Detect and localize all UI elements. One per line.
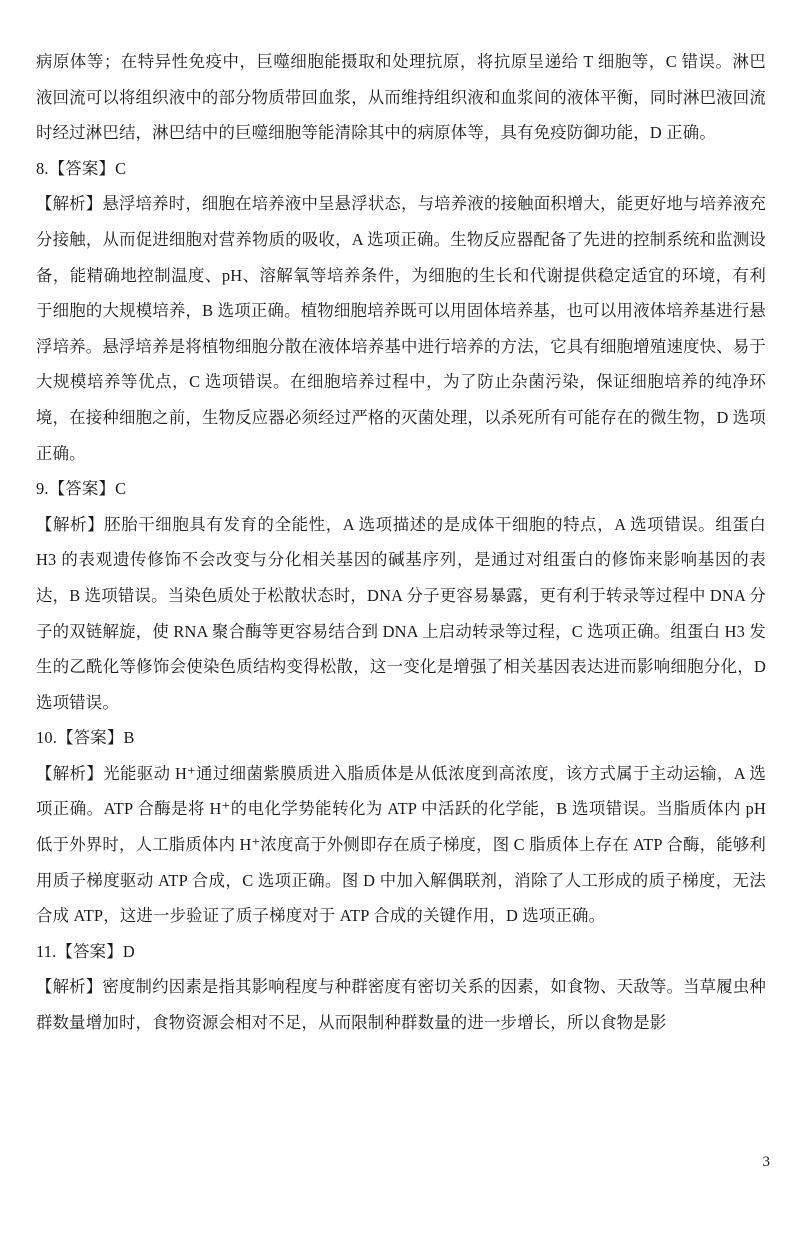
answer-value-9: C: [115, 479, 127, 499]
answer-label-10: 【答案】: [57, 728, 124, 748]
analysis-11: [36, 969, 766, 1040]
question-number-8: 8.: [36, 158, 49, 178]
answer-value-10: B: [123, 728, 135, 748]
question-number-10: 10.: [36, 728, 58, 748]
answer-value-8: C: [115, 158, 127, 178]
answer-line-9: [36, 471, 766, 507]
analysis-text-9: 胚胎干细胞具有发育的全能性，A 选项描述的是成体干细胞的特点，A 选项错误。组蛋白 H3 的表观遗传修饰不会改变与分化相关基因的碱基序列，是通过对组蛋白的修饰来影响基因的表达，B 选项错误。当染色质处于松散状态时，DNA 分子更容易暴露，更有利于转录等过程中 DNA 分子的双链解旋，使 RNA 聚合酶等更容易结合到 DNA 上启动转录等过程，C 选项正确。组蛋白 H3 发生的乙酰化等修饰会使染色质结构变得松散，这一变化是增强了相关基因表达进而影响细胞分化，D 选项错误。: [36, 514, 766, 712]
analysis-label-9: 【解析】: [36, 514, 105, 534]
page-number: 3: [762, 1154, 770, 1170]
analysis-9: [36, 507, 766, 721]
analysis-text-10: 光能驱动 H⁺通过细菌紫膜质进入脂质体是从低浓度到高浓度，该方式属于主动运输，A 选项正确。ATP 合酶是将 H⁺的电化学势能转化为 ATP 中活跃的化学能，B 选项错误。当脂质体内 pH 低于外界时，人工脂质体内 H⁺浓度高于外侧即存在质子梯度，图 C 脂质体上存在 ATP 合酶，能够利用质子梯度驱动 ATP 合成，C 选项正确。图 D 中加入解偶联剂，消除了人工形成的质子梯度，无法合成 ATP，这进一步验证了质子梯度对于 ATP 合成的关键作用，D 选项正确。: [36, 763, 766, 926]
analysis-text-8: 悬浮培养时，细胞在培养液中呈悬浮状态，与培养液的接触面积增大，能更好地与培养液充分接触，从而促进细胞对营养物质的吸收，A 选项正确。生物反应器配备了先进的控制系统和监测设备，能精确地控制温度、pH、溶解氧等培养条件，为细胞的生长和代谢提供稳定适宜的环境，有利于细胞的大规模培养，B 选项正确。植物细胞培养既可以用固体培养基，也可以用液体培养基进行悬浮培养。悬浮培养是将植物细胞分散在液体培养基中进行培养的方法，它具有细胞增殖速度快、易于大规模培养等优点，C 选项错误。在细胞培养过程中，为了防止杂菌污染，保证细胞培养的纯净环境，在接种细胞之前，生物反应器必须经过严格的灭菌处理，以杀死所有可能存在的微生物，D 选项正确。: [36, 194, 766, 463]
analysis-label-11: 【解析】: [36, 977, 103, 997]
analysis-label-8: 【解析】: [36, 194, 103, 214]
analysis-8: [36, 186, 766, 471]
analysis-text-11: 密度制约因素是指其影响程度与种群密度有密切关系的因素，如食物、天敌等。当草履虫种群数量增加时，食物资源会相对不足，从而限制种群数量的进一步增长，所以食物是影: [36, 977, 766, 1033]
question-number-9: 9.: [36, 479, 49, 499]
answer-value-11: D: [122, 941, 135, 961]
answer-line-11: [36, 934, 766, 970]
answer-line-8: [36, 151, 766, 187]
paragraph-continuation: 病原体等；在特异性免疫中，巨噬细胞能摄取和处理抗原，将抗原呈递给 T 细胞等，C 错误。淋巴液回流可以将组织液中的部分物质带回血浆，从而维持组织液和血浆间的液体平衡，同时淋巴液回流时经过淋巴结，淋巴结中的巨噬细胞等能清除其中的病原体等，具有免疫防御功能，D 正确。: [36, 52, 766, 143]
analysis-label-10: 【解析】: [36, 763, 104, 783]
page-content: [36, 44, 766, 1041]
answer-line-10: [36, 720, 766, 756]
answer-label-9: 【答案】: [48, 479, 116, 499]
analysis-10: [36, 756, 766, 934]
answer-label-11: 【答案】: [56, 941, 123, 961]
answer-label-8: 【答案】: [48, 158, 116, 178]
question-number-11: 11.: [36, 941, 57, 961]
